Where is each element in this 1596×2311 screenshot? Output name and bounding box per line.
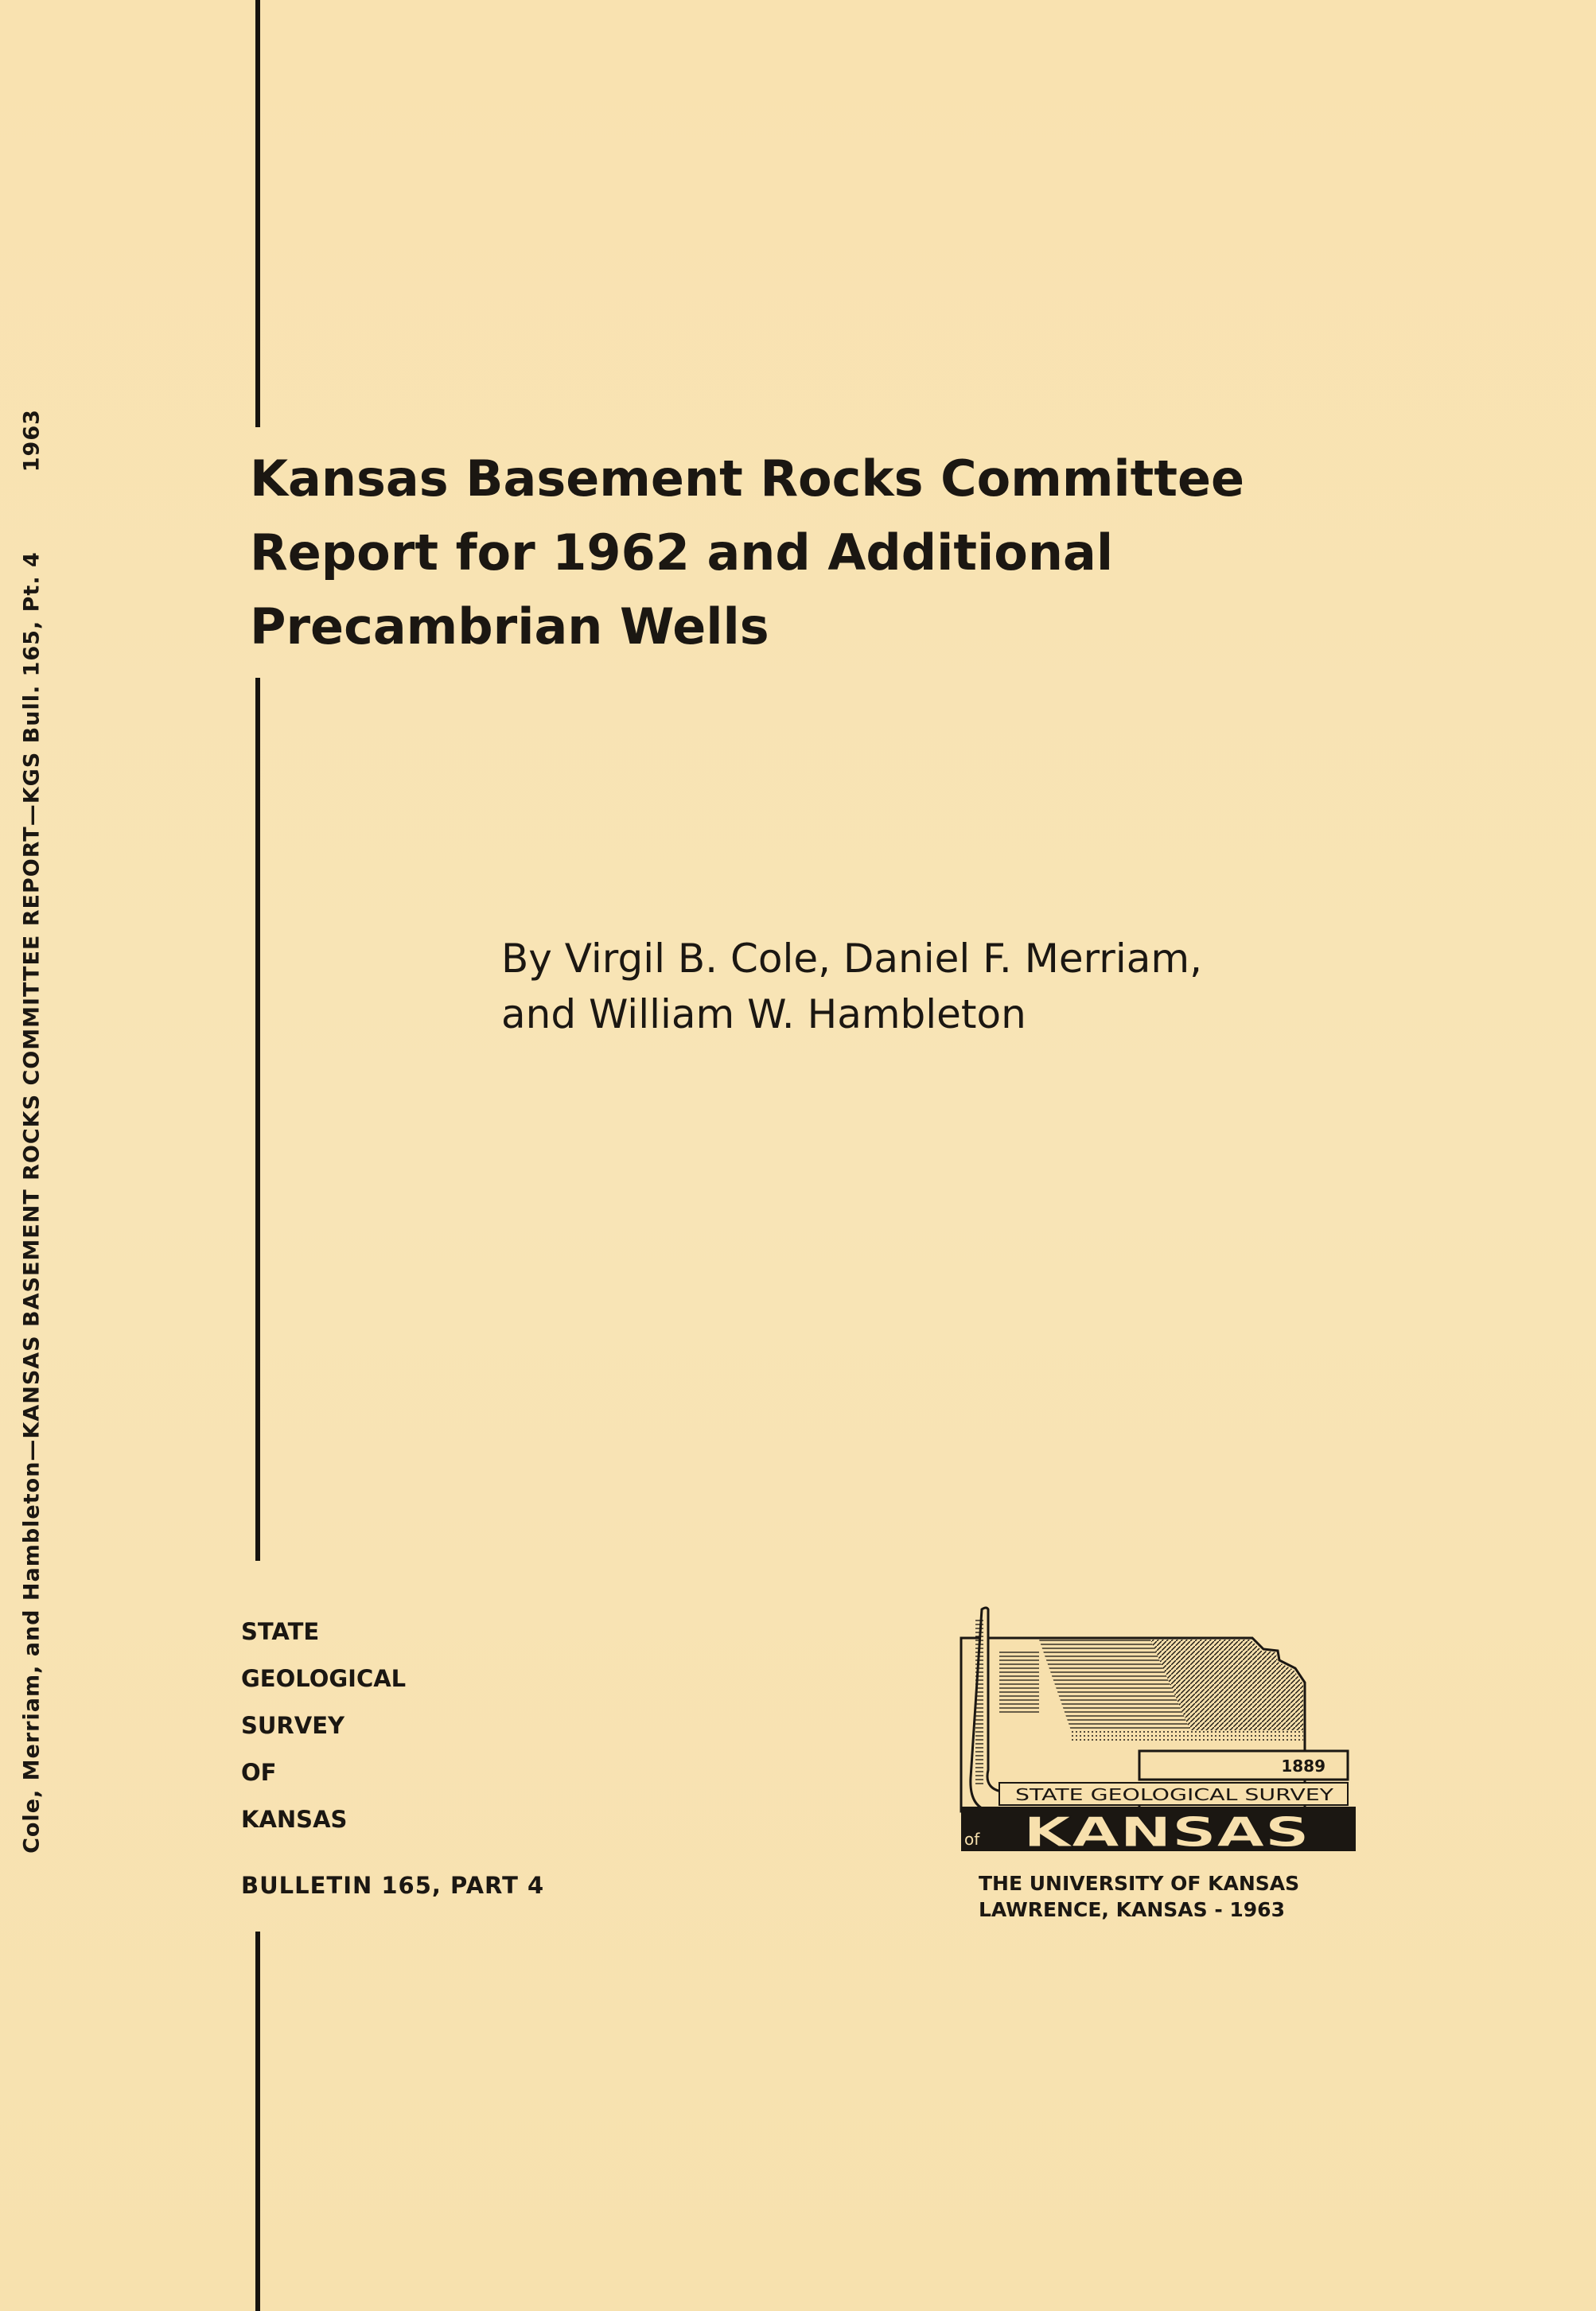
vertical-rule-bottom xyxy=(255,1932,260,2311)
vertical-rule-top xyxy=(255,0,260,427)
authors xyxy=(501,931,1202,1042)
imprint-line-1: THE UNIVERSITY OF KANSAS xyxy=(979,1872,1300,1895)
publisher-line: SURVEY xyxy=(241,1712,345,1739)
seal-arc-text: STATE GEOLOGICAL SURVEY xyxy=(1015,1785,1335,1804)
bulletin-number: BULLETIN 165, PART 4 xyxy=(241,1872,545,1899)
title-line-1: Kansas Basement Rocks Committee xyxy=(250,449,1245,508)
spine-text: Cole, Merriam, and Hambleton—KANSAS BASEMENT ROCKS COMMITTEE REPORT—KGS Bull. 165, Pt. 4 xyxy=(19,551,45,1854)
survey-seal-logo xyxy=(952,1603,1357,1858)
title-line-3: Precambrian Wells xyxy=(250,597,769,656)
publisher-line: KANSAS xyxy=(241,1806,348,1833)
report-title xyxy=(250,442,1284,663)
seal-name: KANSAS xyxy=(1023,1809,1310,1857)
vertical-rule-middle xyxy=(255,678,260,1561)
publisher-line: OF xyxy=(241,1759,277,1786)
spine-year: 1963 xyxy=(19,409,45,473)
authors-line-1: By Virgil B. Cole, Daniel F. Merriam, xyxy=(501,936,1202,982)
imprint-line-2: LAWRENCE, KANSAS - 1963 xyxy=(979,1898,1285,1921)
publisher-line: GEOLOGICAL xyxy=(241,1665,407,1692)
title-line-2: Report for 1962 and Additional xyxy=(250,523,1114,582)
publisher-block xyxy=(241,1609,406,1843)
spine-title xyxy=(20,409,45,1854)
imprint xyxy=(979,1870,1299,1923)
seal-year: 1889 xyxy=(1281,1757,1325,1776)
publisher-line: STATE xyxy=(241,1618,320,1645)
authors-line-2: and William W. Hambleton xyxy=(501,991,1026,1037)
seal-of: of xyxy=(964,1830,980,1849)
